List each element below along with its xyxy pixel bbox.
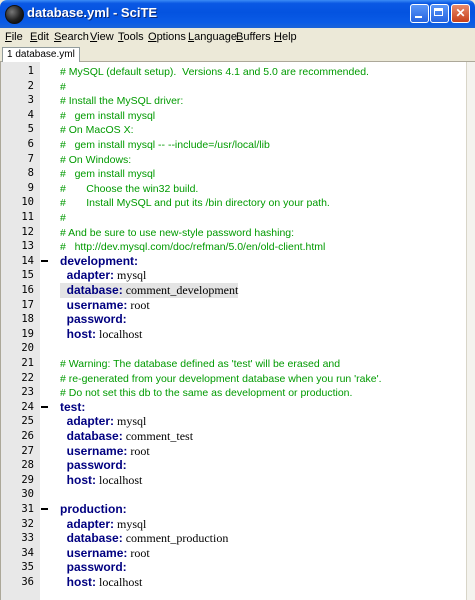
menu-view[interactable]: View [90,31,114,43]
code-text [60,502,127,517]
code-line[interactable] [1,181,466,196]
code-text [60,254,138,269]
yaml-value-token: localhost [96,472,143,487]
code-line[interactable] [1,93,466,108]
code-editor[interactable] [0,62,466,600]
line-number: 32 [21,517,34,530]
code-line[interactable] [1,400,466,415]
code-line[interactable] [1,122,466,137]
line-number: 15 [21,269,34,282]
line-number: 19 [21,327,34,340]
line-number: 28 [21,459,34,472]
yaml-key-token: test: [60,399,86,414]
line-number: 36 [21,576,34,588]
code-line[interactable] [1,473,466,488]
line-number: 33 [21,532,34,545]
line-number: 17 [21,298,34,311]
code-line[interactable] [1,283,466,298]
code-text [60,283,238,298]
tab-database-yml[interactable]: 1 database.yml [2,47,80,62]
code-line[interactable] [1,502,466,517]
comment-token: # Do not set this db to the same as development or production. [60,387,353,400]
yaml-value-token: comment_test [122,429,194,443]
vertical-scrollbar[interactable] [466,62,475,600]
code-line[interactable] [1,429,466,444]
yaml-key-token: production: [60,502,127,516]
yaml-key-token: username: [60,545,128,560]
code-line[interactable] [1,560,466,575]
line-number: 22 [21,371,34,384]
line-number: 8 [27,167,34,180]
line-number: 20 [21,342,34,355]
code-text [60,122,134,138]
code-text [60,414,146,429]
comment-token: # re-generated from your development database when you run 'rake'. [60,372,382,385]
code-line[interactable] [1,575,466,590]
maximize-icon [434,8,443,16]
code-text [60,152,131,168]
code-line[interactable] [1,546,466,561]
code-text [60,546,150,561]
minimize-button[interactable] [410,4,429,23]
line-number: 14 [21,254,34,267]
yaml-value-token: root [127,545,150,560]
fold-collapse-icon[interactable] [41,406,48,408]
code-text [60,473,142,488]
code-text [60,531,228,546]
code-text [60,356,340,372]
code-text [60,225,294,241]
line-number: 4 [27,108,34,121]
yaml-value-token: localhost [96,575,143,589]
code-text [60,560,127,575]
code-line[interactable] [1,444,466,459]
code-line[interactable] [1,312,466,327]
code-line[interactable] [1,517,466,532]
yaml-value-token: root [127,297,150,312]
comment-token: # [60,80,66,93]
line-number: 29 [21,473,34,486]
line-number: 35 [21,561,34,574]
close-button[interactable] [451,4,470,23]
comment-token: # Install MySQL and put its /bin directory on your path. [60,197,330,210]
yaml-value-token: mysql [114,414,147,429]
comment-token: # And be sure to use new-style password hashing: [60,226,295,239]
code-line[interactable] [1,414,466,429]
code-text [60,268,146,283]
line-number: 23 [21,386,34,399]
yaml-key-token: database: [60,531,123,546]
code-line[interactable] [1,327,466,342]
yaml-value-token: localhost [96,326,143,341]
comment-token: # Choose the win32 build. [60,182,199,195]
yaml-key-token: username: [60,297,128,312]
code-text [60,517,146,532]
line-number: 5 [27,123,34,136]
code-text [60,166,155,182]
menu-tools[interactable]: Tools [118,31,144,43]
code-text [60,239,325,255]
comment-token: # gem install mysql -- --include=/usr/local/lib [60,139,270,151]
line-number: 30 [21,488,34,501]
line-number: 25 [21,415,34,428]
line-number: 18 [21,313,34,326]
yaml-key-token: password: [60,312,127,327]
menu-help[interactable]: Help [274,31,297,43]
line-number: 3 [27,94,34,107]
code-line[interactable] [1,371,466,386]
yaml-key-token: host: [60,575,96,589]
code-line[interactable] [1,458,466,473]
line-number: 26 [21,430,34,442]
line-number: 34 [21,546,34,559]
code-text [60,195,330,211]
scite-app-icon[interactable] [5,5,24,24]
fold-collapse-icon[interactable] [41,260,48,262]
code-text [60,575,142,590]
yaml-key-token: password: [60,560,127,575]
code-text [60,79,66,95]
yaml-key-token: username: [60,443,128,458]
code-text [60,108,155,124]
code-text [60,400,85,415]
line-number: 10 [21,196,34,209]
code-line[interactable] [1,108,466,123]
title-bar[interactable] [0,0,475,28]
code-line[interactable] [1,254,466,269]
code-line[interactable] [1,152,466,167]
code-line[interactable] [1,341,466,356]
minimize-icon [415,16,422,18]
yaml-key-token: adapter: [60,268,115,283]
comment-token: # [60,212,66,224]
code-text [60,385,352,401]
comment-token: # http://dev.mysql.com/doc/refman/5.0/en/old-client.html [60,241,326,254]
line-number: 9 [27,181,34,194]
line-number: 1 [27,65,34,77]
yaml-value-token: mysql [114,268,147,283]
comment-token: # gem install mysql [60,109,156,122]
line-number: 21 [21,357,34,369]
maximize-button[interactable] [430,4,449,23]
code-text [60,429,193,444]
yaml-value-token: comment_development [122,283,239,297]
code-text [60,312,127,327]
line-number: 24 [21,400,34,413]
menu-options[interactable]: Options [148,31,186,43]
code-text [60,444,150,459]
menu-language[interactable]: Language [188,31,237,43]
line-number: 7 [27,152,34,165]
menu-search[interactable]: Search [54,31,89,43]
yaml-key-token: adapter: [60,516,115,531]
code-line[interactable] [1,356,466,371]
code-line[interactable] [1,268,466,283]
line-number: 13 [21,240,34,253]
yaml-key-token: host: [60,326,96,341]
comment-token: # MySQL (default setup). Versions 4.1 and 5.0 are recommended. [60,66,369,78]
menu-bar [0,28,475,47]
yaml-value-token: mysql [114,516,147,531]
buffer-tabs [0,47,475,62]
code-text [60,93,183,109]
code-line[interactable] [1,487,466,502]
code-line[interactable] [1,137,466,152]
line-number: 16 [21,284,34,296]
code-text [60,371,382,387]
close-icon: ✕ [455,6,466,20]
yaml-key-token: host: [60,472,96,487]
yaml-key-token: password: [60,458,127,473]
code-line[interactable] [1,298,466,313]
line-number: 2 [27,79,34,92]
code-line[interactable] [1,166,466,181]
yaml-value-token: root [127,443,150,458]
yaml-key-token: development: [60,253,139,268]
comment-token: # On Windows: [60,153,132,166]
code-text [60,137,270,153]
code-text [60,64,369,80]
code-text [60,210,66,226]
code-line[interactable] [1,79,466,94]
code-line[interactable] [1,195,466,210]
line-number: 11 [21,211,34,223]
comment-token: # On MacOS X: [60,124,134,137]
code-text [60,181,198,197]
code-line[interactable] [1,225,466,240]
code-line[interactable] [1,64,466,79]
code-line[interactable] [1,239,466,254]
line-number: 31 [21,503,34,515]
yaml-key-token: database: [60,283,123,297]
code-text [60,298,150,313]
code-text [60,458,127,473]
comment-token: # Warning: The database defined as 'test' will be erased and [60,358,341,370]
yaml-key-token: adapter: [60,414,115,429]
fold-collapse-icon[interactable] [41,508,48,510]
yaml-value-token: comment_production [122,531,229,546]
line-number: 12 [21,225,34,238]
menu-edit[interactable]: Edit [30,31,49,43]
comment-token: # gem install mysql [60,168,156,181]
line-number: 27 [21,444,34,457]
code-line[interactable] [1,531,466,546]
yaml-key-token: database: [60,429,123,443]
window-title: database.yml - SciTE [27,5,158,20]
line-number: 6 [27,138,34,150]
code-line[interactable] [1,385,466,400]
comment-token: # Install the MySQL driver: [60,95,184,108]
code-line[interactable] [1,210,466,225]
menu-buffers[interactable]: Buffers [236,31,271,43]
code-text [60,327,142,342]
menu-file[interactable]: File [5,31,23,43]
